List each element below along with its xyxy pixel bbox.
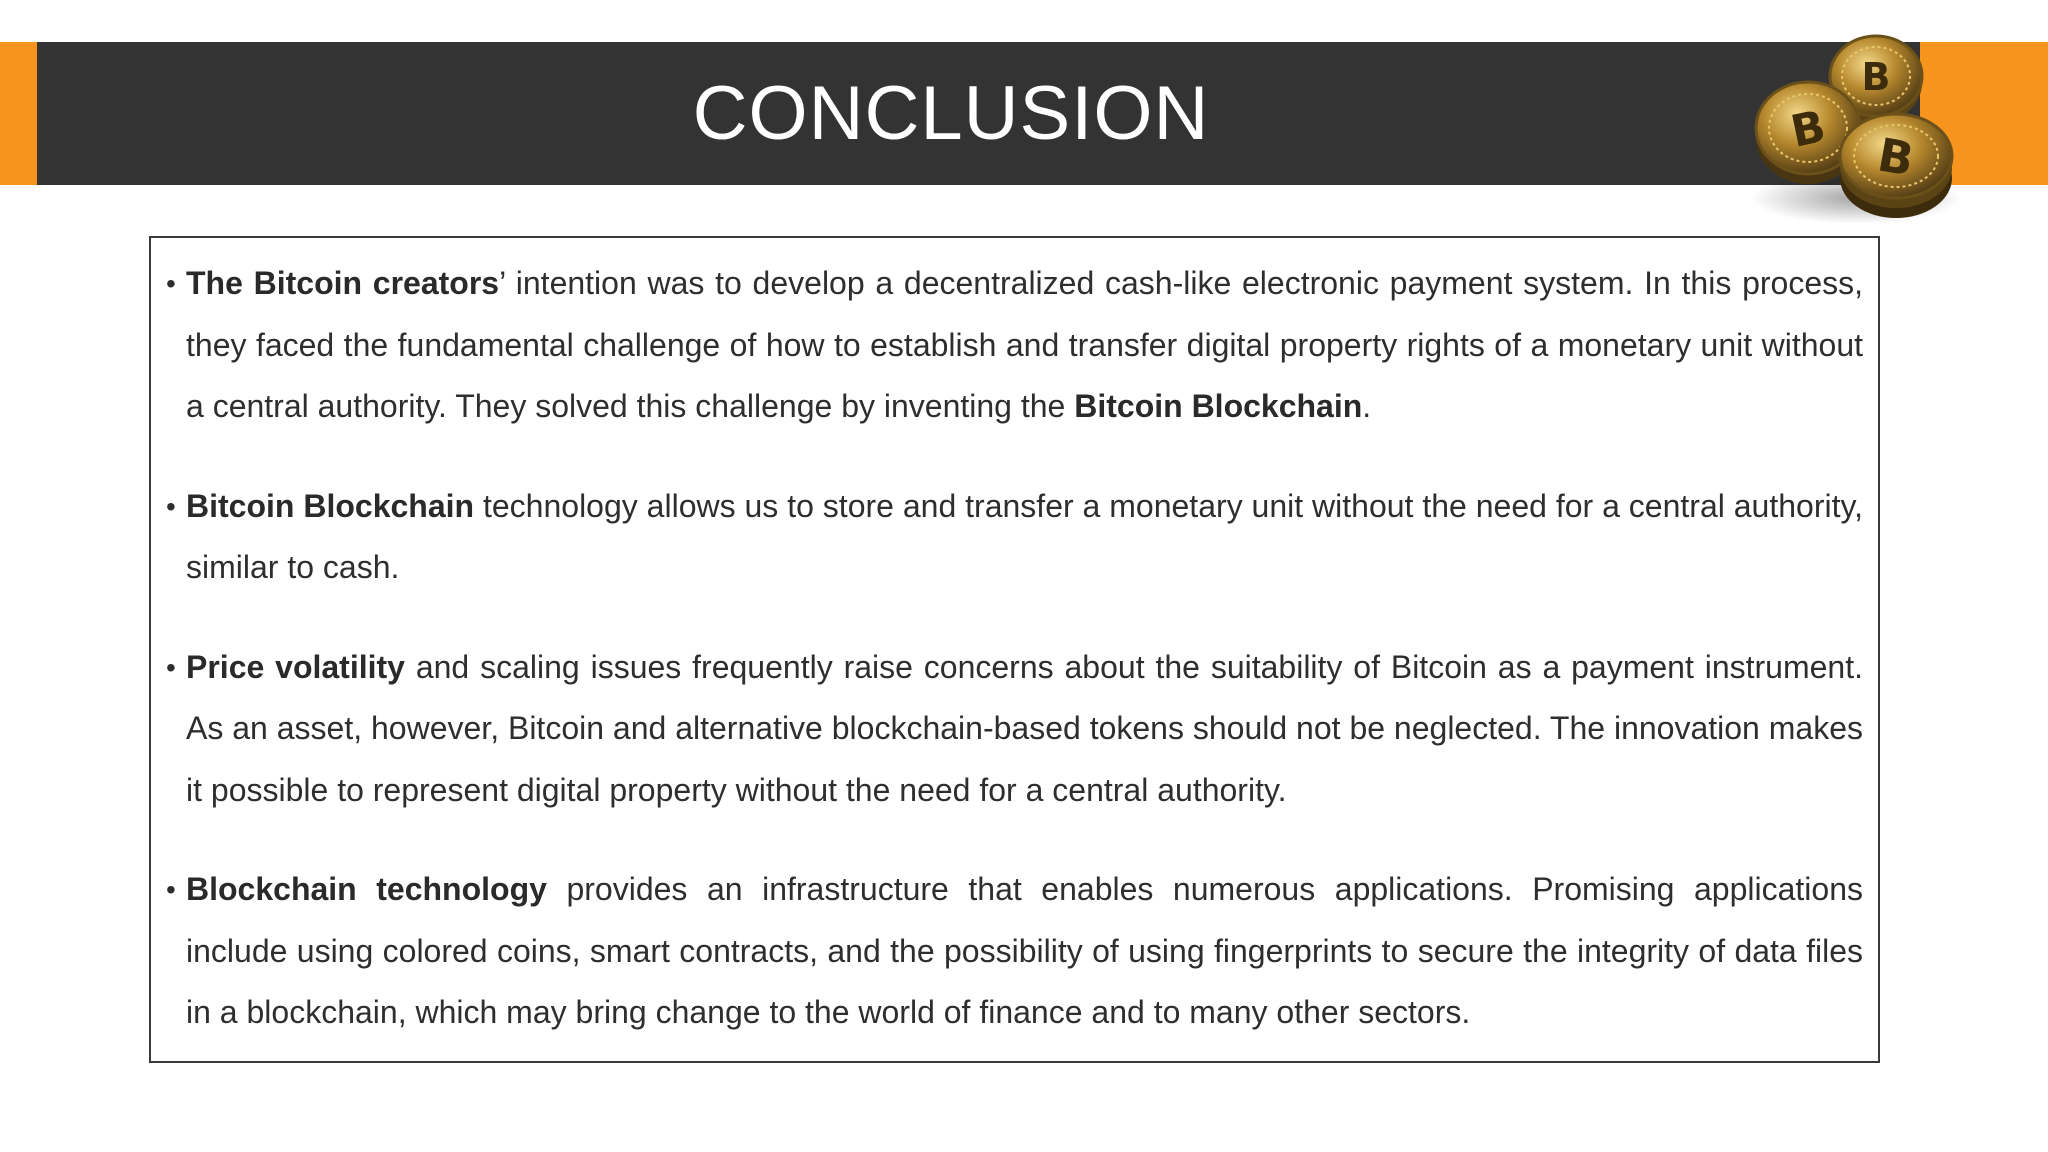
bitcoin-coins-icon: [1726, 28, 1966, 228]
bullet-text: technology allows us to store and transfer a monetary unit without the need for a central authority, similar to cash.: [186, 487, 1864, 585]
slide-title: CONCLUSION: [692, 71, 1210, 156]
bullet-item-1: [166, 253, 1863, 438]
bullet-bold-lead: The Bitcoin creators: [186, 265, 500, 301]
bullet-marker: •: [166, 651, 176, 683]
svg-text:B: B: [1861, 55, 1891, 99]
bullet-bold-lead: Price volatility: [186, 648, 405, 685]
bullet-bold-lead: Bitcoin Blockchain: [186, 487, 475, 524]
bullet-bold-lead: Blockchain technology: [186, 871, 547, 907]
bullet-marker: •: [166, 268, 176, 299]
bullet-marker: •: [166, 490, 176, 522]
svg-text:B: B: [1786, 101, 1831, 158]
bullet-bold-term: Bitcoin Blockchain: [1074, 388, 1363, 424]
bullet-text: and scaling issues frequently raise concerns about the suitability of Bitcoin as a payment instrument. As an asset, however, Bitcoin and alternative blockchain-based tokens should not be neglected. The innovation makes it possible to represent digital property without the need for a central authority.: [186, 648, 1864, 808]
accent-bar-left: [0, 42, 37, 185]
bullet-marker: •: [166, 874, 176, 905]
svg-text:B: B: [1873, 127, 1918, 187]
bullet-text-end: .: [1362, 388, 1372, 424]
conclusion-content-box: [149, 236, 1880, 1063]
bullet-text: provides an infrastructure that enables numerous applications. Promising applications include using colored coins, smart contracts, and the possibility of using fingerprints to secure the integrity of data files in a blockchain, which may bring change to the world of finance and to many other sectors.: [186, 871, 1864, 1030]
bullet-item-4: [166, 859, 1863, 1044]
bullet-item-3: [166, 637, 1863, 822]
bullet-text: ’ intention was to develop a decentralized cash-like electronic payment system. In this process, they faced the fundamental challenge of how to establish and transfer digital property rights of a monetary unit without a central authority. They solved this challenge by inventing the: [186, 265, 1864, 424]
bullet-item-2: [166, 476, 1863, 599]
